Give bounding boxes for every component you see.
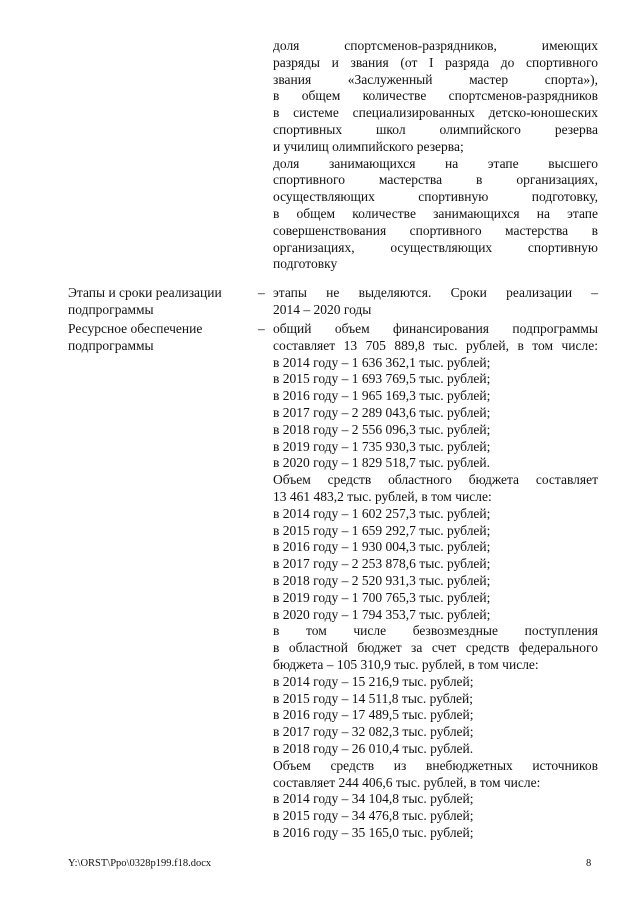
text-line: спортивного мастерства в организациях, bbox=[273, 172, 598, 188]
text-line: в 2015 году – 1 693 769,5 тыс. рублей; bbox=[273, 371, 491, 387]
text-line: в 2016 году – 1 965 169,3 тыс. рублей; bbox=[273, 388, 491, 404]
text-line: в 2018 году – 2 556 096,3 тыс. рублей; bbox=[273, 421, 491, 437]
text-line: организациях, осуществляющих спортивную bbox=[273, 239, 598, 255]
text-line: этапы не выделяются. Сроки реализации – bbox=[273, 285, 598, 300]
text-line: в 2014 году – 34 104,8 тыс. рублей; bbox=[273, 791, 474, 807]
page-number: 8 bbox=[586, 858, 592, 869]
text-line: в 2017 году – 2 289 043,6 тыс. рублей; bbox=[273, 404, 491, 420]
text-line: в 2014 году – 1 636 362,1 тыс. рублей; bbox=[273, 354, 491, 370]
text-line: в 2016 году – 1 930 004,3 тыс. рублей; bbox=[273, 539, 491, 555]
text-line: спортивных школ олимпийского резерва bbox=[273, 121, 598, 137]
text-line: в 2018 году – 2 520 931,3 тыс. рублей; bbox=[273, 572, 491, 588]
text-line: составляет 13 705 889,8 тыс. рублей, в том числе: bbox=[273, 337, 598, 353]
text-line: в 2020 году – 1 794 353,7 тыс. рублей; bbox=[273, 606, 491, 622]
text-line: составляет 244 406,6 тыс. рублей, в том числе: bbox=[273, 774, 541, 790]
resources-dash: – bbox=[258, 321, 265, 336]
text-line: в 2015 году – 1 659 292,7 тыс. рублей; bbox=[273, 522, 491, 538]
text-line: в областной бюджет за счет средств федерального bbox=[273, 640, 598, 656]
text-line: доля занимающихся на этапе высшего bbox=[273, 155, 598, 171]
stages-text bbox=[273, 285, 598, 319]
text-line: в 2015 году – 34 476,8 тыс. рублей; bbox=[273, 808, 474, 824]
text-line: Объем средств из внебюджетных источников bbox=[273, 757, 598, 773]
text-line: в 2019 году – 1 700 765,3 тыс. рублей; bbox=[273, 589, 491, 605]
text-line: в 2017 году – 2 253 878,6 тыс. рублей; bbox=[273, 556, 491, 572]
text-line: в 2014 году – 1 602 257,3 тыс. рублей; bbox=[273, 505, 491, 521]
text-line: в 2016 году – 35 165,0 тыс. рублей; bbox=[273, 824, 474, 840]
text-line: 13 461 483,2 тыс. рублей, в том числе: bbox=[273, 488, 492, 504]
stages-label: Этапы и сроки реализации подпрограммы bbox=[68, 285, 222, 317]
text-line: доля спортсменов-разрядников, имеющих bbox=[273, 38, 598, 53]
indicators-text bbox=[273, 38, 598, 273]
text-line: Объем средств областного бюджета составляет bbox=[273, 472, 598, 488]
resources-label: Ресурсное обеспечение подпрограммы bbox=[68, 321, 203, 353]
text-line: в 2019 году – 1 735 930,3 тыс. рублей; bbox=[273, 438, 491, 454]
text-line: и училищ олимпийского резерва; bbox=[273, 138, 464, 154]
text-line: в 2015 году – 14 511,8 тыс. рублей; bbox=[273, 690, 474, 706]
text-line: 2014 – 2020 годы bbox=[273, 301, 372, 317]
text-line: общий объем финансирования подпрограммы bbox=[273, 321, 598, 336]
resources-text bbox=[273, 321, 598, 842]
text-line: в системе специализированных детско-юношеских bbox=[273, 105, 598, 121]
text-line: в том числе безвозмездные поступления bbox=[273, 623, 598, 639]
text-line: осуществляющих спортивную подготовку, bbox=[273, 189, 598, 205]
text-line: в общем количестве спортсменов-разрядников bbox=[273, 88, 598, 104]
text-line: в 2018 году – 26 010,4 тыс. рублей. bbox=[273, 740, 474, 756]
text-line: в 2020 году – 1 829 518,7 тыс. рублей. bbox=[273, 455, 491, 471]
text-line: в 2016 году – 17 489,5 тыс. рублей; bbox=[273, 707, 474, 723]
stages-dash: – bbox=[258, 285, 265, 300]
text-line: разряды и звания (от I разряда до спортивного bbox=[273, 54, 598, 70]
text-line: в общем количестве занимающихся на этапе bbox=[273, 205, 598, 221]
footer-file-path: Y:\ORST\Ppo\0328p199.f18.docx bbox=[68, 858, 212, 869]
text-line: звания «Заслуженный мастер спорта»), bbox=[273, 71, 598, 87]
text-line: в 2017 году – 32 082,3 тыс. рублей; bbox=[273, 724, 474, 740]
text-line: бюджета – 105 310,9 тыс. рублей, в том числе: bbox=[273, 656, 539, 672]
text-line: подготовку bbox=[273, 256, 338, 272]
text-line: в 2014 году – 15 216,9 тыс. рублей; bbox=[273, 673, 474, 689]
text-line: совершенствования спортивного мастерства в bbox=[273, 222, 598, 238]
